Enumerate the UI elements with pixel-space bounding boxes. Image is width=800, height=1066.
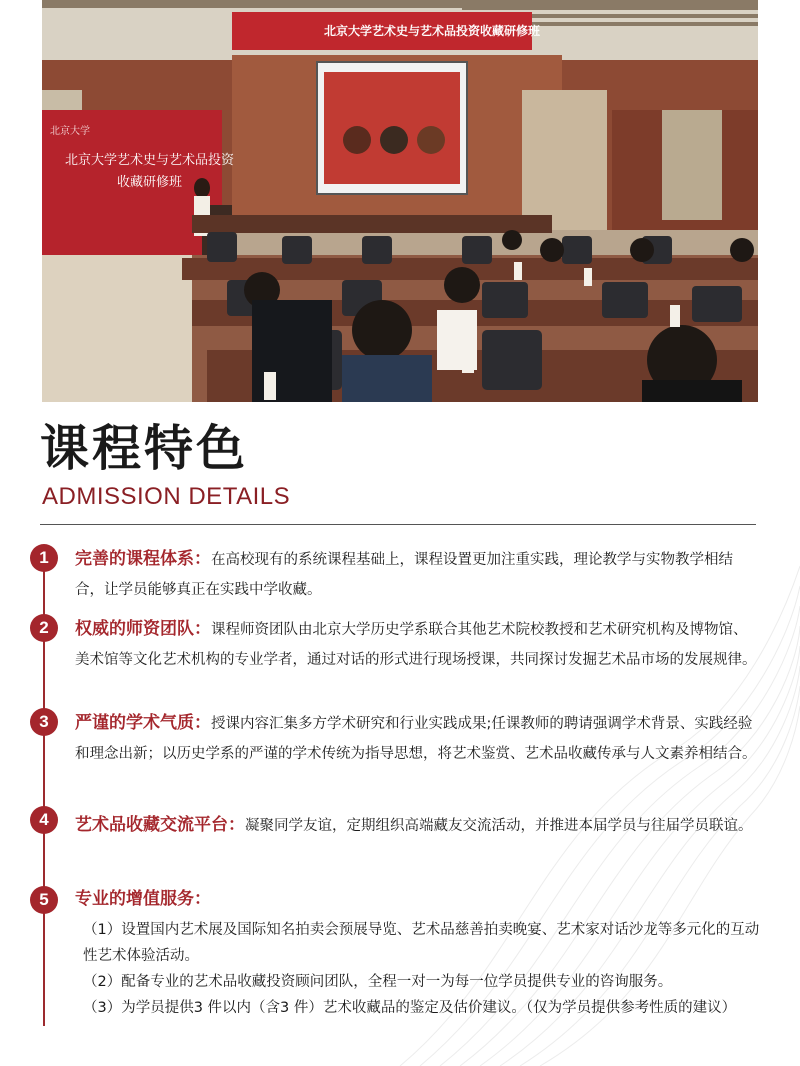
page-subtitle: ADMISSION DETAILS (42, 483, 291, 510)
classroom-photo (42, 0, 758, 402)
feature-title: 严谨的学术气质： (75, 713, 211, 733)
number-badge: 5 (30, 886, 58, 914)
number-badge: 4 (30, 806, 58, 834)
feature-item-5 (30, 886, 760, 1021)
number-badge: 2 (30, 614, 58, 642)
number-badge: 3 (30, 708, 58, 736)
feature-item-4 (30, 806, 760, 845)
banner-title: 北京大学艺术史与艺术品投资收藏研修班 (323, 24, 540, 38)
feature-item-1 (30, 544, 760, 605)
divider (40, 524, 756, 525)
service-item-3: （3）为学员提供3 件以内（含3 件）艺术收藏品的鉴定及估价建议。（仅为学员提供参考性质的建议） (83, 1000, 737, 1016)
classroom-scene (42, 0, 758, 402)
feature-title: 权威的师资团队： (75, 619, 211, 639)
number-badge: 1 (30, 544, 58, 572)
feature-text: 凝聚同学友谊，定期组织高端藏友交流活动，并推进本届学员与往届学员联谊。 (245, 818, 753, 834)
service-item-2: （2）配备专业的艺术品收藏投资顾问团队，全程一对一为每一位学员提供专业的咨询服务。 (83, 974, 673, 990)
feature-text: 课程师资团队由北京大学历史学系联合其他艺术院校教授和艺术研究机构及博物馆、美术馆等文化艺术机构的专业学者，通过对话的形式进行现场授课，共同探讨发掘艺术品市场的发展规律。 (75, 622, 757, 668)
stage-backdrop-text: 北京大学艺术史与艺术品投资收藏研修班 (64, 153, 234, 190)
feature-item-3 (30, 708, 760, 769)
feature-title: 专业的增值服务： (75, 889, 211, 909)
feature-title: 艺术品收藏交流平台： (75, 815, 245, 835)
feature-title: 完善的课程体系： (75, 549, 211, 569)
feature-text: 在高校现有的系统课程基础上，课程设置更加注重实践，理论教学与实物教学相结合，让学员能够真正在实践中学收藏。 (75, 552, 733, 598)
service-item-1: （1）设置国内艺术展及国际知名拍卖会预展导览、艺术品慈善拍卖晚宴、艺术家对话沙龙等多元化的互动性艺术体验活动。 (83, 922, 760, 964)
page-title: 课程特色 (40, 420, 249, 477)
feature-item-2 (30, 614, 760, 675)
stage-logo: 北京大学 (50, 126, 90, 137)
feature-text: 授课内容汇集多方学术研究和行业实践成果;任课教师的聘请强调学术背景、实践经验和理念出新；以历史学系的严谨的学术传统为指导思想，将艺术鉴赏、艺术品收藏传承与人文素养相结合。 (75, 716, 757, 762)
